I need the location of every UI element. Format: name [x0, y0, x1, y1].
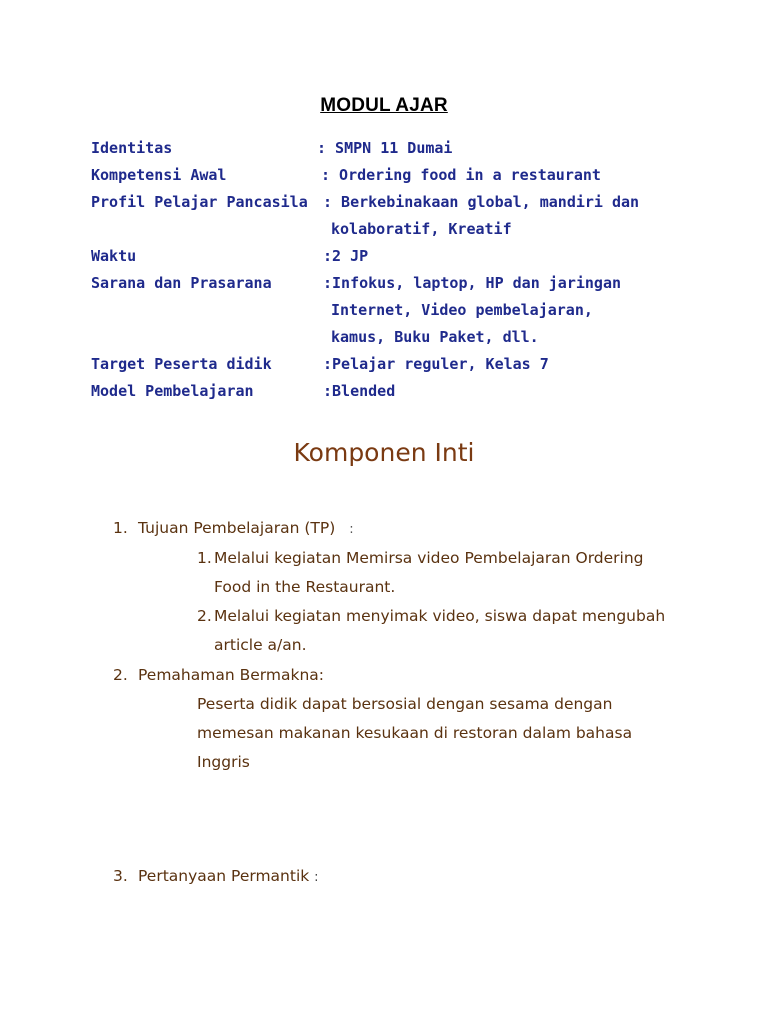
identity-label: Kompetensi Awal	[91, 166, 227, 184]
sub-item-continued	[0, 577, 768, 599]
identity-value: :Blended	[323, 382, 396, 400]
paragraph-text: Inggris	[197, 753, 250, 771]
paragraph-text: memesan makanan kesukaan di restoran dalam bahasa	[197, 724, 633, 742]
list-number: 1.	[113, 519, 128, 537]
section-heading: Komponen Inti	[293, 438, 475, 467]
sub-text: Melalui kegiatan Memirsa video Pembelajaran Ordering	[214, 549, 644, 567]
list-label: Tujuan Pembelajaran (TP)	[138, 519, 336, 537]
identity-label: Target Peserta didik	[91, 355, 272, 373]
identity-value: :Infokus, laptop, HP dan jaringan	[323, 274, 622, 292]
identity-row	[91, 246, 728, 273]
list-item-pb	[0, 665, 768, 687]
paragraph-line	[0, 723, 768, 745]
list-label: Pertanyaan Permantik	[138, 867, 310, 885]
list-colon: :	[349, 522, 354, 537]
paragraph-text: Peserta didik dapat bersosial dengan sesama dengan	[197, 695, 613, 713]
identity-value-continued: Internet, Video pembelajaran,	[331, 301, 593, 319]
identity-value-continued: kolaboratif, Kreatif	[331, 220, 512, 238]
sub-number: 1.	[197, 549, 212, 567]
identity-label: Sarana dan Prasarana	[91, 274, 272, 292]
sub-text: Food in the Restaurant.	[214, 578, 396, 596]
sub-item	[0, 606, 768, 628]
identity-label: Identitas	[91, 139, 173, 157]
paragraph-line	[0, 752, 768, 774]
list-number: 3.	[113, 867, 128, 885]
sub-text: Melalui kegiatan menyimak video, siswa dapat mengubah	[214, 607, 666, 625]
identity-row	[91, 165, 728, 192]
identity-row	[91, 138, 728, 165]
identity-value: : Ordering food in a restaurant	[321, 166, 601, 184]
identity-value: : Berkebinakaan global, mandiri dan	[323, 193, 640, 211]
list-item-pp	[0, 866, 768, 888]
document-title: MODUL AJAR	[320, 95, 448, 116]
identity-value: :2 JP	[323, 247, 369, 265]
identity-value: : SMPN 11 Dumai	[317, 139, 453, 157]
identity-value-continued: kamus, Buku Paket, dll.	[331, 328, 539, 346]
identity-row	[91, 381, 728, 408]
identity-row	[91, 354, 728, 381]
paragraph-line	[0, 694, 768, 716]
list-item-tp	[0, 518, 768, 540]
identity-label: Model Pembelajaran	[91, 382, 254, 400]
sub-number: 2.	[197, 607, 212, 625]
sub-text: article a/an.	[214, 636, 307, 654]
list-label: Pemahaman Bermakna:	[138, 666, 324, 684]
identity-row	[91, 273, 728, 354]
sub-item	[0, 548, 768, 570]
identity-label: Waktu	[91, 247, 137, 265]
list-number: 2.	[113, 666, 128, 684]
identity-block	[91, 138, 728, 408]
identity-row	[91, 192, 728, 246]
list-colon: :	[314, 870, 319, 885]
identity-label: Profil Pelajar Pancasila	[91, 193, 308, 211]
identity-value: :Pelajar reguler, Kelas 7	[323, 355, 549, 373]
sub-item-continued	[0, 635, 768, 657]
